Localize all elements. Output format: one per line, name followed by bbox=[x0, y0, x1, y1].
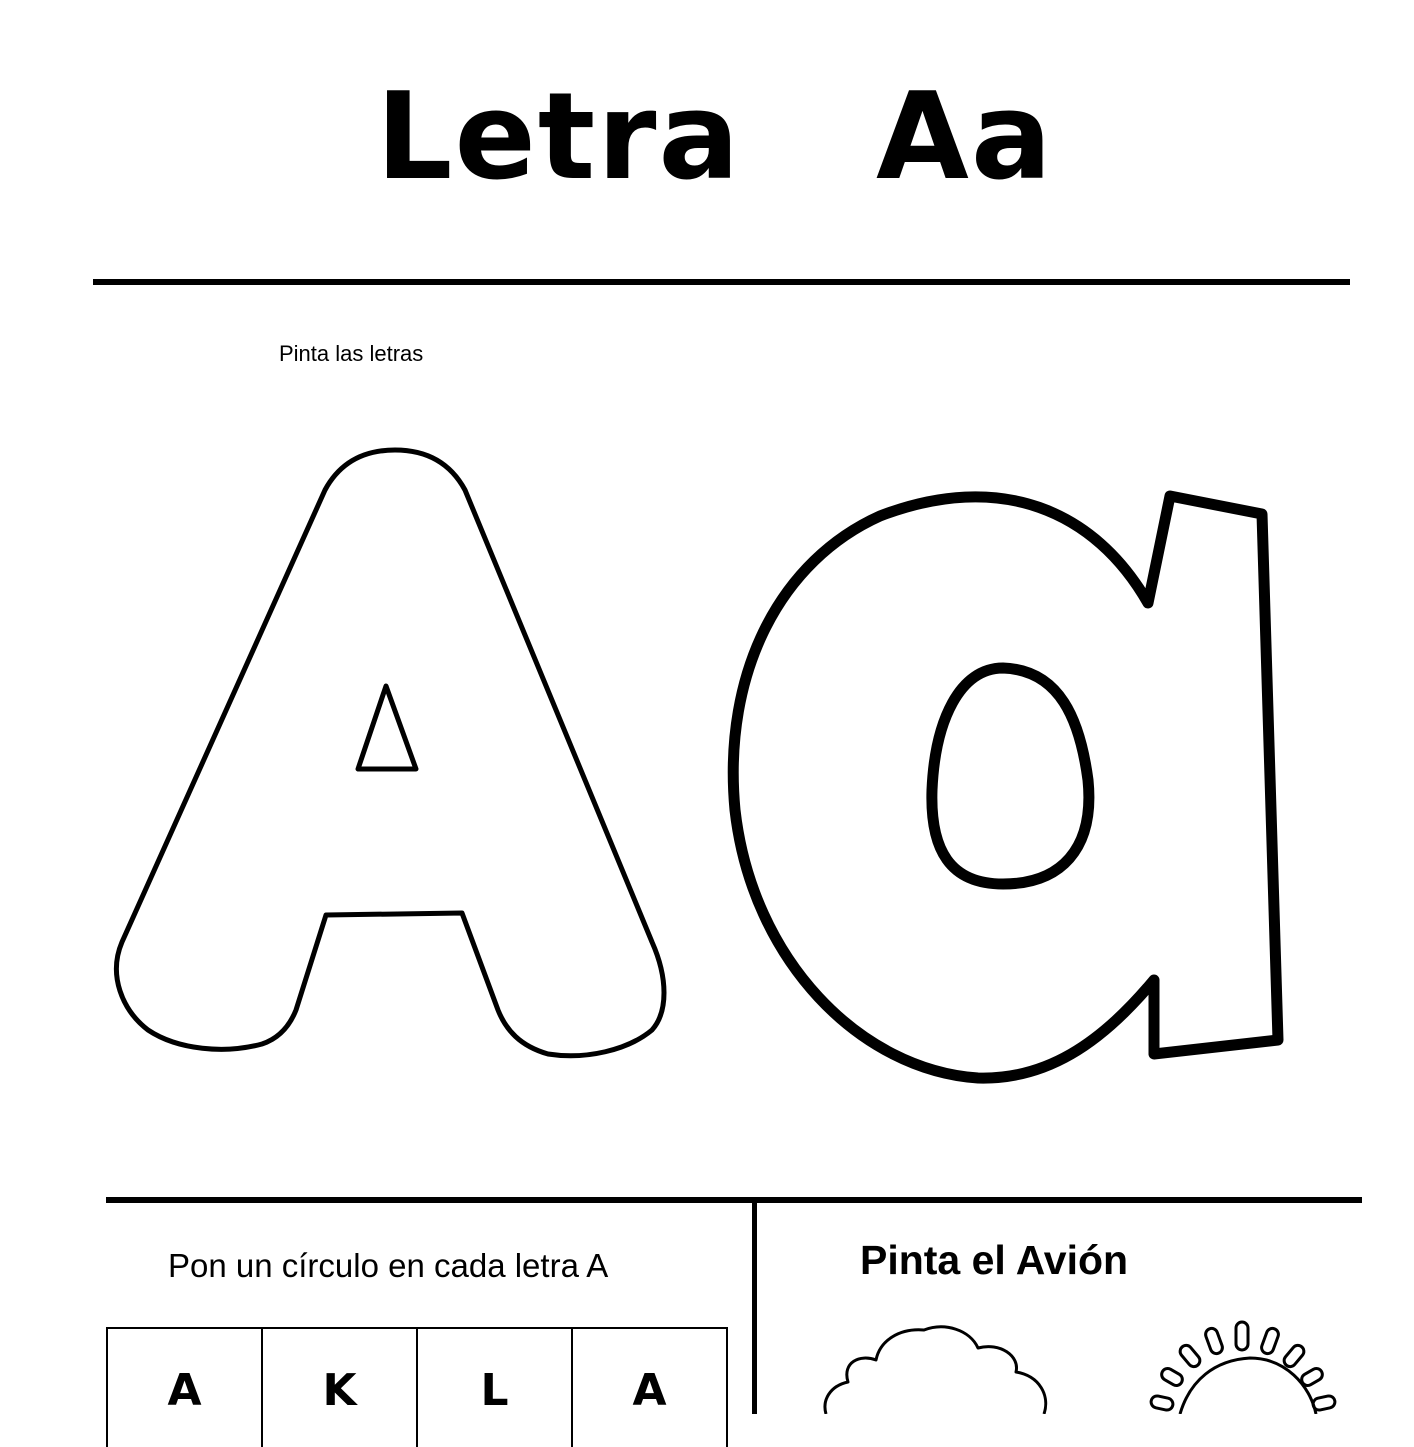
coloring-instruction: Pinta las letras bbox=[279, 341, 424, 366]
title-letters: Aa bbox=[876, 68, 1054, 207]
plane-exercise-instruction: Pinta el Avión bbox=[860, 1237, 1129, 1283]
title-word: Letra bbox=[376, 68, 742, 207]
letter-grid bbox=[106, 1327, 728, 1447]
letter-cell[interactable]: A bbox=[573, 1329, 728, 1447]
middle-divider bbox=[106, 1197, 1362, 1203]
letter-lowercase-a-outline-icon bbox=[733, 496, 1278, 1078]
letter-cell[interactable]: A bbox=[108, 1329, 263, 1447]
letter-cell[interactable]: K bbox=[263, 1329, 418, 1447]
vertical-divider bbox=[752, 1203, 757, 1414]
letter-cell[interactable]: L bbox=[418, 1329, 573, 1447]
letter-uppercase-a-outline-icon bbox=[116, 450, 664, 1056]
circle-exercise-instruction: Pon un círculo en cada letra A bbox=[168, 1247, 609, 1284]
